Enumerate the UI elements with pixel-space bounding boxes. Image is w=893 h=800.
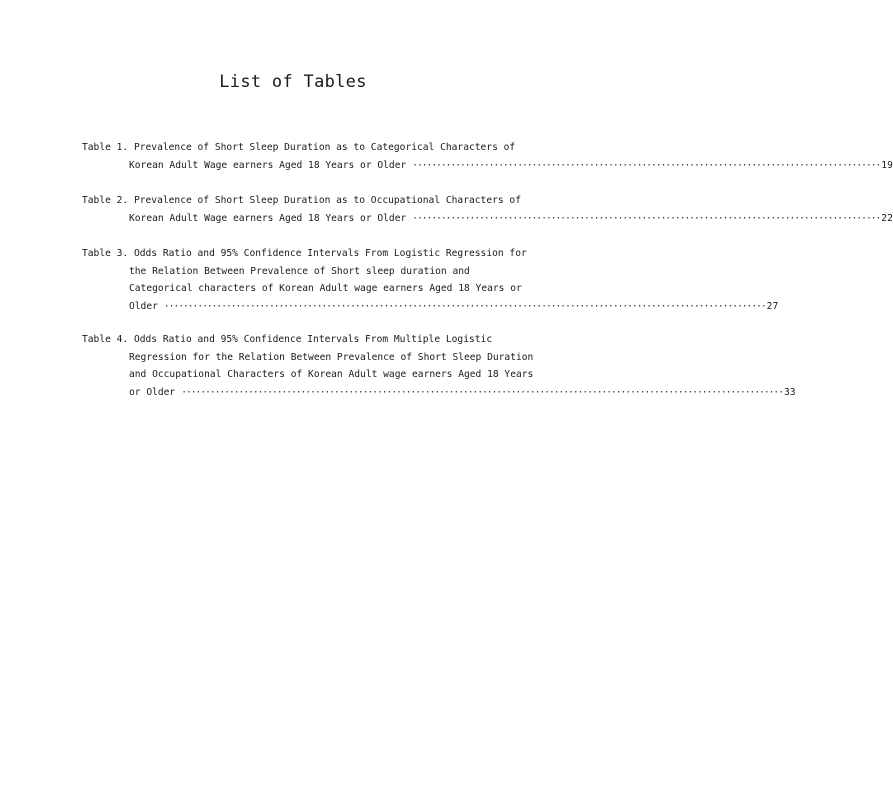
toc-entry-table-1[interactable] (82, 139, 893, 174)
toc-entry-table-3[interactable] (82, 245, 779, 315)
entry-last-line (82, 210, 893, 228)
page-number: 33 (784, 386, 796, 398)
entry-last-line (82, 298, 779, 316)
entry-last-line-text: Korean Adult Wage earners Aged 18 Years or Older (129, 159, 407, 171)
dot-leader: ·································································································· (412, 212, 881, 224)
entry-last-line (82, 157, 893, 175)
entry-first-line: Table 2. Prevalence of Short Sleep Duration as to Occupational Characters of (82, 195, 521, 206)
toc-entry-table-2[interactable] (82, 192, 893, 227)
page-title: List of Tables (219, 72, 367, 92)
page-number: 19 (881, 159, 893, 171)
entry-line: the Relation Between Prevalence of Short sleep duration and (129, 265, 470, 277)
dot-leader: ······························································································································ (181, 386, 783, 398)
entry-last-line-text: Korean Adult Wage earners Aged 18 Years or Older (129, 212, 407, 224)
toc-entry-table-4[interactable] (82, 331, 796, 401)
entry-last-line (82, 384, 796, 402)
entry-last-line-text: or Older (129, 386, 176, 398)
entry-first-line: Table 3. Odds Ratio and 95% Confidence Intervals From Logistic Regression for (82, 248, 527, 259)
entry-first-line: Table 1. Prevalence of Short Sleep Duration as to Categorical Characters of (82, 142, 516, 153)
page-number: 27 (766, 300, 779, 312)
entry-line: and Occupational Characters of Korean Adult wage earners Aged 18 Years (129, 369, 534, 380)
page-number: 22 (881, 212, 893, 224)
dot-leader: ······························································································································ (163, 300, 766, 312)
entry-line: Categorical characters of Korean Adult wage earners Aged 18 Years or (129, 283, 522, 294)
entry-first-line: Table 4. Odds Ratio and 95% Confidence Intervals From Multiple Logistic (82, 334, 493, 345)
dot-leader: ·································································································· (412, 159, 881, 171)
entry-line: Regression for the Relation Between Prevalence of Short Sleep Duration (129, 351, 534, 363)
entry-last-line-text: Older (129, 300, 158, 312)
